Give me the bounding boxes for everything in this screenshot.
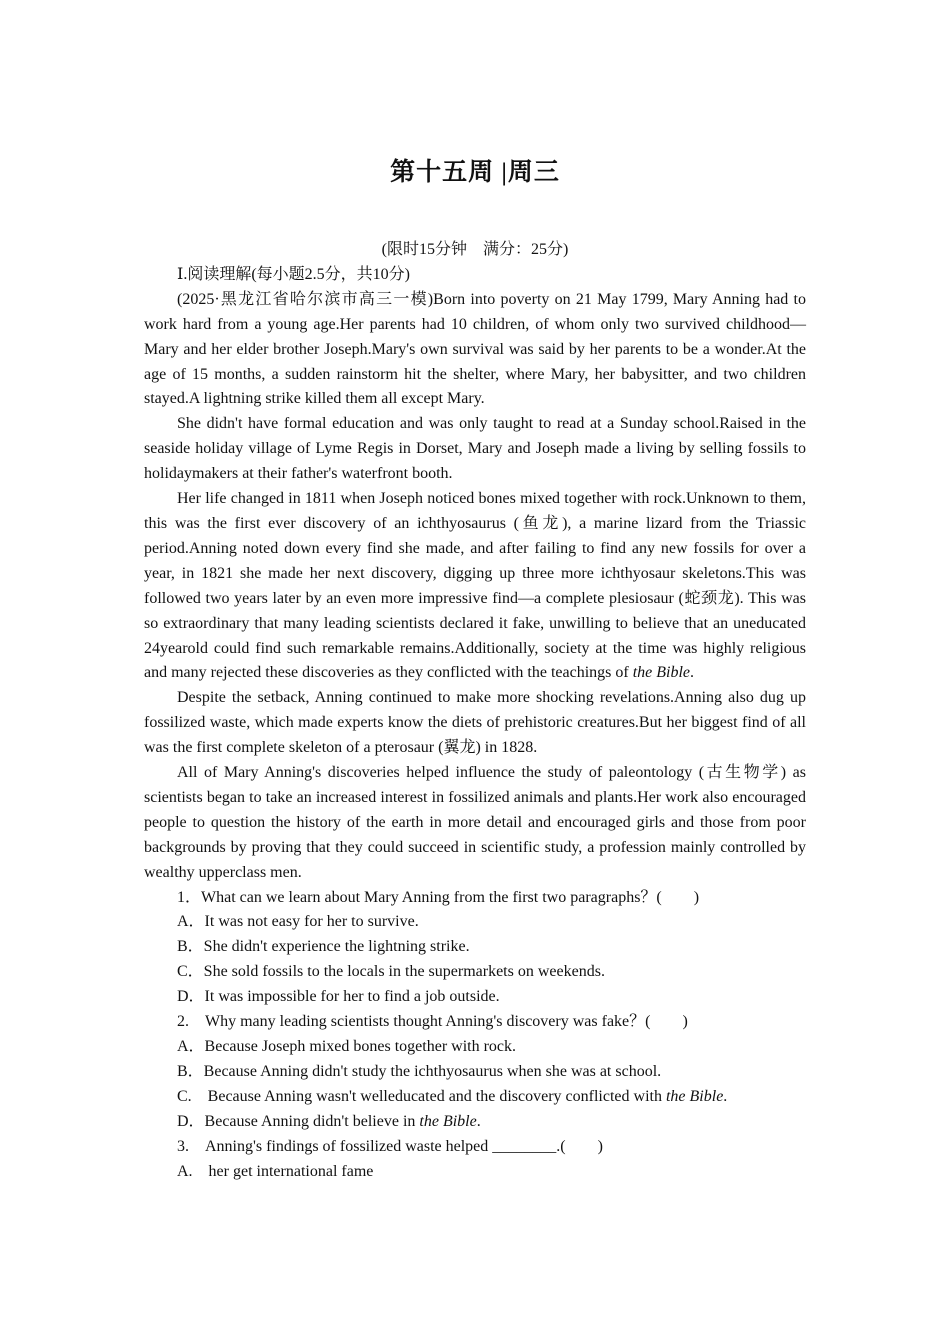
paragraph-3-end: . xyxy=(690,664,695,682)
paragraph-3-text: Her life changed in 1811 when Joseph noticed bones mixed together with rock.Unknown to them, this was the first ever discovery of an ichthyosaurus (鱼龙), a marine lizard from the Triassic period.Anning noted down every find she made, and after failing to find any new fossils for over a year, in 1821 she made her next discovery, digging up three more ichthyosaur skeletons.This was followed two years later by an even more impressive find—a complete plesiosaur (蛇颈龙). This was so extraordinary that many leading scientists declared it fake, unwilling to believe that an uneducated 24yearold could find such remarkable remains.Additionally, society at the time was highly religious and many rejected these discoveries as they conflicted with the teachings of xyxy=(144,490,806,682)
passage-paragraph-1 xyxy=(144,288,806,413)
question-1-option-a: A．It was not easy for her to survive. xyxy=(177,913,419,931)
bible-italic: the Bible xyxy=(632,664,691,682)
time-limit-note: (限时15分钟 满分：25分) xyxy=(381,241,569,258)
section-heading xyxy=(144,263,806,288)
question-2-option-d xyxy=(144,1110,806,1135)
question-2-option-a: A．Because Joseph mixed bones together with rock. xyxy=(177,1038,517,1055)
question-1-option-d: D．It was impossible for her to find a job outside. xyxy=(177,988,500,1006)
option-d-text: D．Because Anning didn't believe in xyxy=(177,1112,420,1130)
question-3-stem: 3. Anning's findings of fossilized waste helped ________.( ) xyxy=(177,1137,603,1155)
passage-paragraph-2: She didn't have formal education and was only taught to read at a Sunday school.Raised in the seaside holiday village of Lyme Regis in Dorset, Mary and Joseph made a living by selling fossils to holidaymakers at their father's waterfront booth. xyxy=(144,415,806,483)
option-c-end: . xyxy=(723,1087,728,1105)
option-c-bible-italic: the Bible xyxy=(665,1087,724,1105)
option-d-bible-italic: the Bible xyxy=(419,1112,477,1130)
paragraph-1-text: Born into poverty on 21 May 1799, Mary Anning had to work hard from a young age.Her parents had 10 children, of whom only two survived childhood—Mary and her elder brother Joseph.Mary's own survival was said by her parents to be a wonder.At the age of 15 months, a sudden rainstorm hit the shelter, where Mary, her babysitter, and two children stayed.A lightning strike killed them all except Mary. xyxy=(144,290,806,408)
passage-paragraph-3 xyxy=(144,487,806,686)
section-label: Ⅰ.阅读理解 xyxy=(177,265,252,283)
option-d-end: . xyxy=(476,1112,481,1130)
question-3-option-a: A. her get international fame xyxy=(177,1162,374,1180)
document-body xyxy=(144,238,806,1184)
passage-paragraph-4: Despite the setback, Anning continued to make more shocking revelations.Anning also dug up fossilized waste, which made experts know the diets of prehistoric creatures.But her biggest find of all was the first complete skeleton of a pterosaur (翼龙) in 1828. xyxy=(144,689,806,757)
passage-paragraph-5: All of Mary Anning's discoveries helped influence the study of paleontology (古生物学) as scientists began to take an increased interest in fossilized animals and plants.Her work also encouraged people to question the history of the earth in more detail and encouraged girls and those from poor backgrounds by proving that they could succeed in scientific study, a profession mainly controlled by wealthy upperclass men. xyxy=(144,764,806,881)
option-c-text: C. Because Anning wasn't welleducated and the discovery conflicted with xyxy=(177,1087,666,1105)
question-2-option-c xyxy=(144,1085,806,1110)
question-1-option-b: B．She didn't experience the lightning strike. xyxy=(177,938,470,956)
question-1-stem: 1．What can we learn about Mary Anning from the first two paragraphs？( ) xyxy=(177,888,700,906)
question-1-option-c: C．She sold fossils to the locals in the supermarkets on weekends. xyxy=(177,963,605,981)
question-2-stem: 2. Why many leading scientists thought Anning's discovery was fake？( ) xyxy=(177,1013,688,1031)
question-2-option-b: B．Because Anning didn't study the ichthyosaurus when she was at school. xyxy=(177,1062,662,1080)
passage-source: (2025·黑龙江省哈尔滨市高三一模) xyxy=(177,290,434,308)
section-scoring: (每小题2.5分，共10分) xyxy=(251,265,410,283)
page-title: 第十五周 |周三 xyxy=(390,159,560,186)
